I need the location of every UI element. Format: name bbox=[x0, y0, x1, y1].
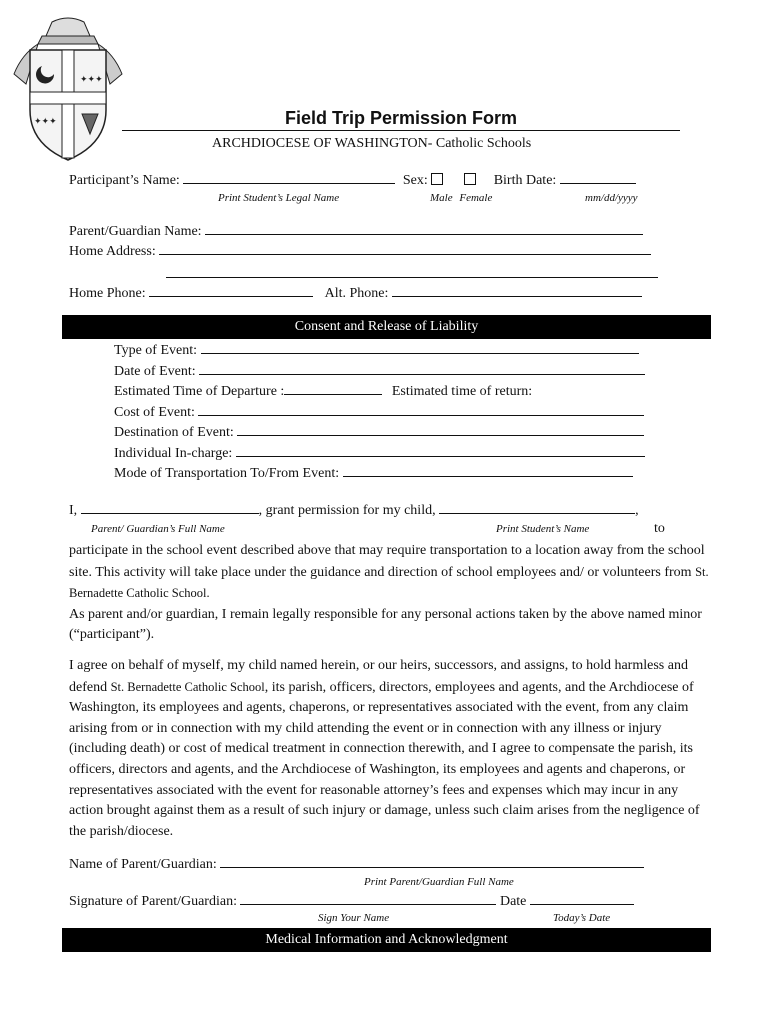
destination-field[interactable] bbox=[237, 423, 644, 436]
in-charge-label: Individual In-charge: bbox=[114, 446, 233, 461]
guardian-print-name-field[interactable] bbox=[220, 855, 644, 868]
student-name-hint: Print Student’s Name bbox=[496, 523, 590, 535]
birth-date-field[interactable] bbox=[560, 171, 636, 184]
participant-name-hint: Print Student’s Legal Name bbox=[218, 192, 340, 204]
alt-phone-field[interactable] bbox=[392, 284, 642, 297]
event-date-field[interactable] bbox=[199, 362, 645, 375]
permission-comma: , bbox=[635, 503, 639, 518]
signature-field[interactable] bbox=[240, 892, 496, 905]
sex-hint: Male Female bbox=[430, 192, 493, 204]
event-cost-row bbox=[114, 403, 644, 421]
guardian-full-name-field[interactable] bbox=[81, 501, 259, 514]
signature-label: Signature of Parent/Guardian: bbox=[69, 894, 237, 909]
birth-date-label: Birth Date: bbox=[493, 173, 557, 188]
date-label: Date bbox=[499, 894, 527, 909]
destination-label: Destination of Event: bbox=[114, 425, 234, 440]
event-type-label: Type of Event: bbox=[114, 343, 197, 358]
event-date-row bbox=[114, 362, 645, 380]
transport-row bbox=[114, 464, 633, 482]
guardian-print-name-label: Name of Parent/Guardian: bbox=[69, 857, 217, 872]
guardian-full-name-hint: Parent/ Guardian’s Full Name bbox=[91, 523, 225, 535]
date-hint: Today’s Date bbox=[553, 912, 611, 924]
event-cost-field[interactable] bbox=[198, 403, 644, 416]
svg-text:✦✦✦: ✦✦✦ bbox=[34, 117, 57, 127]
participation-paragraph: participate in the school event described above that may require transportation to a location away from the school site. This activity will take place under the guidance and direction of school employees and/ or volunteers from St. Bernadette Catholic School. As parent and/or guardian, I remain legally responsible for any personal actions taken by the above named minor (“participant”). bbox=[69, 543, 709, 643]
home-address-field-2[interactable] bbox=[166, 265, 658, 278]
departure-time-field[interactable] bbox=[284, 382, 382, 395]
sex-label: Sex: bbox=[402, 173, 428, 188]
event-type-row bbox=[114, 341, 639, 359]
phone-row bbox=[69, 284, 642, 302]
grant-permission-text: , grant permission for my child, bbox=[258, 503, 436, 518]
participant-name-field[interactable] bbox=[183, 171, 395, 184]
transport-label: Mode of Transportation To/From Event: bbox=[114, 466, 340, 481]
student-name-field[interactable] bbox=[439, 501, 635, 514]
in-charge-field[interactable] bbox=[236, 444, 645, 457]
sex-male-checkbox[interactable] bbox=[431, 173, 443, 185]
alt-phone-label: Alt. Phone: bbox=[324, 286, 389, 301]
guardian-print-name-row bbox=[69, 855, 644, 873]
return-time-label: Estimated time of return: bbox=[391, 384, 533, 399]
release-paragraph: I agree on behalf of myself, my child named herein, or our heirs, successors, and assigns, to hold harmless and defend St. Bernadette Catholic School, its parish, officers, directors, employees and agents, and the Archdiocese of Washington, its employees and agents, chaperons, or representatives associated with the event, from any claim arising from or in connection with my child attending the event or in connection with any illness or injury (including death) or cost of medical treatment in connection therewith, and I agree to compensate the parish, its officers, directors and agents, and the Archdiocese of Washington, its employees and agents and chaperons, or representatives associated with the event for reasonable attorney’s fees and expenses which may incur in any action brought against them as a result of such injury or damage, unless such claim arises from the negligence of the parish/diocese. bbox=[69, 658, 700, 839]
departure-row bbox=[114, 382, 532, 400]
guardian-name-row bbox=[69, 222, 643, 240]
in-charge-row bbox=[114, 444, 645, 462]
guardian-name-label: Parent/Guardian Name: bbox=[69, 224, 202, 239]
svg-text:✦✦✦: ✦✦✦ bbox=[80, 75, 103, 85]
departure-time-label: Estimated Time of Departure : bbox=[114, 384, 285, 399]
school-name-2: St. Bernadette Catholic School bbox=[110, 679, 265, 694]
participant-name-row bbox=[69, 171, 636, 189]
form-subtitle: ARCHDIOCESE OF WASHINGTON- Catholic Schools bbox=[212, 136, 532, 151]
home-address-label: Home Address: bbox=[69, 244, 156, 259]
signature-row bbox=[69, 892, 634, 910]
home-phone-field[interactable] bbox=[149, 284, 313, 297]
school-name: St. Bernadette Catholic School. bbox=[69, 564, 709, 601]
medical-section-heading: Medical Information and Acknowledgment bbox=[62, 928, 711, 952]
date-field[interactable] bbox=[530, 892, 634, 905]
consent-section-heading: Consent and Release of Liability bbox=[62, 315, 711, 339]
signature-hint: Sign Your Name bbox=[318, 912, 390, 924]
archdiocese-crest-logo bbox=[12, 14, 124, 164]
to-text: to bbox=[654, 521, 665, 536]
participant-name-label: Participant’s Name: bbox=[69, 173, 180, 188]
destination-row bbox=[114, 423, 644, 441]
guardian-name-field[interactable] bbox=[205, 222, 643, 235]
event-date-label: Date of Event: bbox=[114, 364, 196, 379]
permission-i-label: I, bbox=[69, 503, 78, 518]
home-phone-label: Home Phone: bbox=[69, 286, 146, 301]
event-type-field[interactable] bbox=[201, 341, 639, 354]
permission-row bbox=[69, 501, 639, 519]
home-address-field[interactable] bbox=[159, 242, 651, 255]
event-cost-label: Cost of Event: bbox=[114, 405, 195, 420]
guardian-print-name-hint: Print Parent/Guardian Full Name bbox=[364, 876, 514, 888]
form-title: Field Trip Permission Form bbox=[122, 108, 680, 131]
transport-field[interactable] bbox=[343, 464, 633, 477]
birth-date-hint: mm/dd/yyyy bbox=[585, 192, 638, 204]
sex-female-checkbox[interactable] bbox=[464, 173, 476, 185]
home-address-row bbox=[69, 242, 651, 260]
